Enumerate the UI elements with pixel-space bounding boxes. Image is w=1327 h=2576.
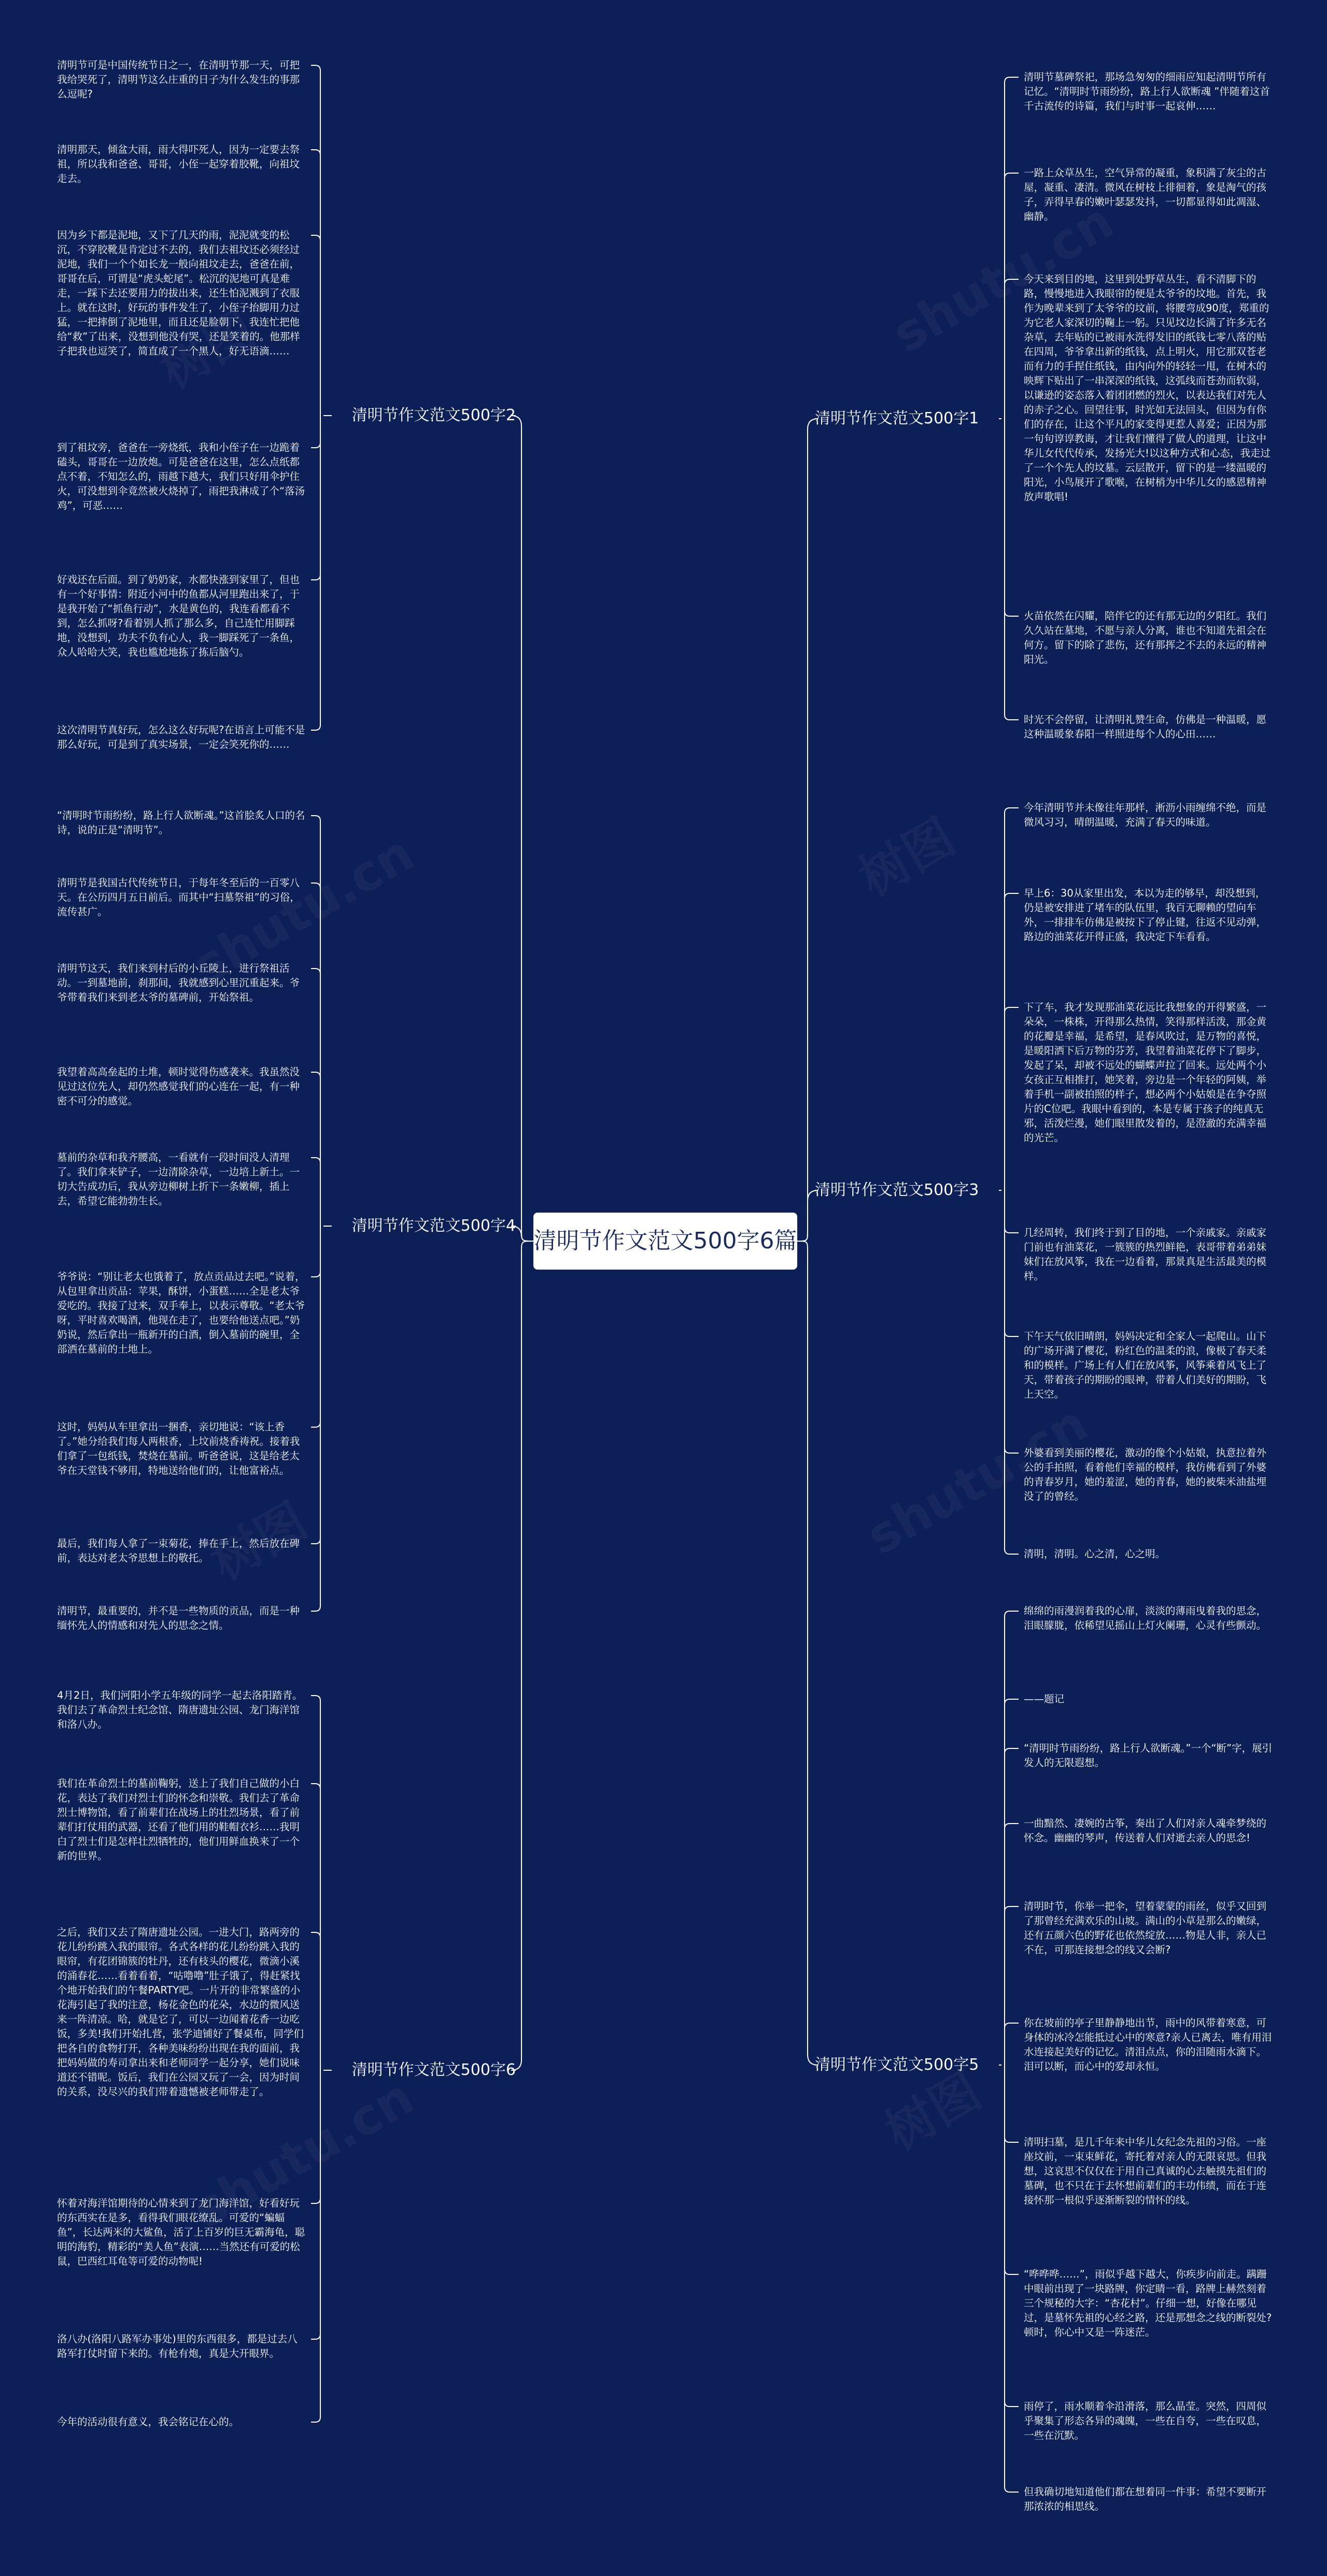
leaf-text-2-6[interactable]: 这次清明节真好玩，怎么这么好玩呢?在语言上可能不是那么好玩，可是到了真实场景，一定会笑死你的…… xyxy=(57,724,305,750)
leaf-text-5-4[interactable]: 一曲黯然、凄婉的古筝，奏出了人们对亲人魂牵梦绕的怀念。幽幽的琴声，传送着人们对逝去亲人的思念! xyxy=(1024,1817,1267,1844)
leaf-text-3-3[interactable]: 下了车，我才发现那油菜花远比我想象的开得繁盛，一朵朵，一株株，开得那么热情，笑得那样活泼，那金黄的花瓣是幸福，是希望，是春风吹过，是万物的喜悦，是暖阳洒下后万物的芬芳，我望着油菜花停下了脚步，发起了呆，却被不远处的蝴蝶声拉了回来。远处两个小女孩正互相推打，她笑着，旁边是一个年轻的阿姨，举着手机一副被拍照的样子，想必两个小姑娘是在争夺照片的C位吧。我眼中看到的，本是专属于孩子的纯真无邪，活泼烂漫，她们眼里散发着的，是澄澈的充满幸福的光芒。 xyxy=(1024,1001,1267,1144)
leaf-text-1-4[interactable]: 火苗依然在闪耀，陪伴它的还有那无边的夕阳红。我们久久站在墓地，不愿与亲人分离，谁也不知道先祖会在何方。留下的除了悲伤，还有那挥之不去的永远的精神阳光。 xyxy=(1024,610,1267,665)
leaf-text-4-2[interactable]: 清明节是我国古代传统节日，于每年冬至后的一百零八天。在公历四月五日前后。而其中“扫墓祭祖”的习俗，流传甚广。 xyxy=(57,877,300,918)
branch-topic-2[interactable]: 清明节作文范文500字2 xyxy=(351,406,516,424)
leaf-text-4-1[interactable]: “清明时节雨纷纷，路上行人欲断魂。”这首脍炙人口的名诗，说的正是“清明节”。 xyxy=(57,809,305,836)
leaf-text-2-2[interactable]: 清明那天，倾盆大雨，雨大得吓死人，因为一定要去祭祖，所以我和爸爸、哥哥，小侄一起穿着胶靴，向祖坟走去。 xyxy=(57,144,300,184)
leaf-text-3-1[interactable]: 今年清明节并未像往年那样，淅沥小雨缠绵不绝，而是微风习习，晴朗温暖，充满了春天的味道。 xyxy=(1024,802,1267,828)
leaf-text-4-8[interactable]: 最后，我们每人拿了一束菊花，捧在手上，然后放在碑前，表达对老太爷思想上的敬托。 xyxy=(57,1538,300,1564)
leaf-text-3-5[interactable]: 下午天气依旧晴朗，妈妈决定和全家人一起爬山。山下的广场开满了樱花，粉红色的温柔的浪，像极了春天柔和的模样。广场上有人们在放风筝，风筝乘着风飞上了天，带着孩子的期盼的眼神，带着人们美好的期盼，飞上天空。 xyxy=(1024,1330,1267,1400)
leaf-text-4-7[interactable]: 这时，妈妈从车里拿出一捆香，亲切地说：“该上香了。”她分给我们每人两根香，上坟前烧香祷祝。接着我们拿了一包纸钱，焚烧在墓前。听爸爸说，这是给老太爷在天堂钱不够用，特地送给他们的，让他富裕点。 xyxy=(57,1421,300,1476)
leaf-text-2-4[interactable]: 到了祖坟旁，爸爸在一旁烧纸，我和小侄子在一边跪着磕头，哥哥在一边放炮。可是爸爸在这里，怎么点纸都点不着，不知怎么的，雨越下越大，我们只好用伞护住火，可没想到伞竟然被火烧掉了，雨把我淋成了个“落汤鸡”，可恶…… xyxy=(57,442,305,511)
leaf-text-6-2[interactable]: 我们在革命烈士的墓前鞠躬，送上了我们自己做的小白花，表达了我们对烈士们的怀念和崇敬。我们去了革命烈士博物馆，看了前辈们在战场上的壮烈场景，看了前辈们打仗用的武器，还看了他们用的鞋帽衣衫……我明白了烈士们是怎样壮烈牺牲的，他们用鲜血换来了一个新的世界。 xyxy=(57,1777,300,1862)
branch-topic-4[interactable]: 清明节作文范文500字4 xyxy=(351,1217,516,1235)
leaf-text-6-4[interactable]: 怀着对海洋馆期待的心情来到了龙门海洋馆，好看好玩的东西实在是多，看得我们眼花缭乱。可爱的“蝙蝠鱼”，长达两米的大鲨鱼，活了上百岁的巨无霸海龟，聪明的海豹，精彩的“美人鱼”表演……当然还有可爱的松鼠，巴西红耳龟等可爱的动物呢! xyxy=(57,2197,305,2267)
leaf-text-5-10[interactable]: 但我确切地知道他们都在想着同一件事：希望不要断开那浓浓的相思线。 xyxy=(1024,2486,1267,2512)
leaf-text-1-2[interactable]: 一路上众草丛生，空气异常的凝重，象积满了灰尘的古屋，凝重、凄清。微风在树枝上徘徊着，象是淘气的孩子，弄得早春的嫩叶瑟瑟发抖，一切都显得如此凋湿、幽静。 xyxy=(1024,167,1267,222)
leaf-text-5-6[interactable]: 你在坡前的亭子里静静地出节，雨中的风带着寒意，可身体的冰冷怎能抵过心中的寒意?亲人已离去，唯有用泪水连接起美好的记忆。清泪点点，你的泪随雨水滴下。泪可以断，而心中的爱却永恒。 xyxy=(1024,2017,1272,2072)
leaf-text-4-3[interactable]: 清明节这天，我们来到村后的小丘陵上，进行祭祖活动。一到墓地前，刹那间，我就感到心里沉重起来。爷爷带着我们来到老太爷的墓碑前，开始祭祖。 xyxy=(57,962,300,1003)
leaf-text-4-9[interactable]: 清明节，最重要的，并不是一些物质的贡品，而是一种缅怀先人的情感和对先人的思念之情。 xyxy=(57,1605,300,1631)
branch-topic-3[interactable]: 清明节作文范文500字3 xyxy=(815,1181,979,1199)
leaf-text-4-5[interactable]: 墓前的杂草和我齐腰高，一看就有一段时间没人清理了。我们拿来铲子，一边清除杂草，一边培上新土。一切大告成功后，我从旁边柳树上折下一条嫩柳，插上去，希望它能勃勃生长。 xyxy=(57,1151,300,1207)
leaf-text-1-5[interactable]: 时光不会停留，让清明礼赞生命，仿佛是一种温暖，愿这种温暖象春阳一样照进每个人的心田…… xyxy=(1024,714,1267,740)
leaf-text-1-1[interactable]: 清明节墓碑祭祀，那场急匆匆的细雨应知起清明节所有记忆。“清明时节雨纷纷，路上行人欲断魂 ”伴随着这首千古流传的诗篇，我们与时事一起哀伸…… xyxy=(1024,71,1270,112)
leaf-text-5-5[interactable]: 清明时节，你举一把伞，望着蒙蒙的雨丝，似乎又回到了那曾经充满欢乐的山坡。满山的小草是那么的嫩绿，还有五颜六色的野花也依然绽放……物是人非，亲人已不在，可那连接想念的线又会断? xyxy=(1024,1900,1267,1956)
leaf-text-4-6[interactable]: 爷爷说：“别让老太也饿着了，放点贡品过去吧。”说着，从包里拿出贡品：苹果，酥饼，小蛋糕……全是老太爷爱吃的。我接了过来，双手奉上，以表示尊敬。“老太爷呀，平时喜欢喝酒，他现在走了，也要给他送点吧。”奶奶说，然后拿出一瓶新开的白酒，倒入墓前的碗里，全部洒在墓前的土地上。 xyxy=(57,1271,305,1355)
root-topic[interactable]: 清明节作文范文500字6篇 xyxy=(533,1213,797,1270)
leaf-text-4-4[interactable]: 我望着高高垒起的土堆，顿时觉得伤感袭来。我虽然没见过这位先人，却仍然感觉我们的心连在一起，有一种密不可分的感觉。 xyxy=(57,1066,300,1107)
leaf-text-3-4[interactable]: 几经周转，我们终于到了目的地，一个亲戚家。亲戚家门前也有油菜花，一簇簇的热烈鲜艳，表哥带着弟弟妹妹们在放风筝，我在一边看着，那景真是生活最美的模样。 xyxy=(1024,1227,1267,1282)
leaf-text-5-9[interactable]: 雨停了，雨水顺着伞沿滑落，那么晶莹。突然，四周似乎聚集了形态各异的魂魄，一些在自夸，一些在叹息，一些在沉默。 xyxy=(1024,2400,1267,2441)
branch-topic-5[interactable]: 清明节作文范文500字5 xyxy=(815,2056,979,2074)
branch-topic-1[interactable]: 清明节作文范文500字1 xyxy=(815,409,979,428)
leaf-text-6-5[interactable]: 洛八办(洛阳八路军办事处)里的东西很多，都是过去八路军打仗时留下来的。有枪有炮，真是大开眼界。 xyxy=(57,2333,298,2359)
leaf-text-5-3[interactable]: “清明时节雨纷纷，路上行人欲断魂。”一个“断”字，展引发人的无限遐想。 xyxy=(1024,1742,1273,1769)
branch-topic-6[interactable]: 清明节作文范文500字6 xyxy=(351,2061,516,2079)
leaf-text-6-1[interactable]: 4月2日，我们河阳小学五年级的同学一起去洛阳踏青。我们去了革命烈士纪念馆、隋唐遗址公园、龙门海洋馆和洛八办。 xyxy=(57,1689,303,1730)
leaf-text-3-6[interactable]: 外婆看到美丽的樱花，激动的像个小姑娘，执意拉着外公的手拍照，看着他们幸福的模样，我仿佛看到了外婆的青春岁月，她的羞涩，她的青春，她的被柴米油盐埋没了的曾经。 xyxy=(1024,1447,1267,1502)
leaf-text-3-7[interactable]: 清明，清明。心之清，心之明。 xyxy=(1024,1548,1166,1560)
leaf-text-1-3[interactable]: 今天来到目的地，这里到处野草丛生，看不清脚下的路，慢慢地进入我眼帘的便是太爷爷的坟地。首先，我作为晚辈来到了太爷爷的坟前，将腰弯成90度，郑重的为它老人家深切的鞠上一躬。只见坟边长满了许多无名杂草，去年贴的已被雨水洗得发旧的纸钱七零八落的贴在四周，爷爷拿出新的纸钱，点上明火，用它那双苍老而有力的手捏住纸钱，由内向外的轻轻一甩，在树木的映辉下贴出了一串深深的纸钱，这弧线而苍劲而软弱，以谦逊的姿态落入着团团燃的烈火，以表达我们对先人的赤子之心。回望往事，时光如无法回头，但因为有你们的存在，让这个平凡的家变得更惹人喜爱；正因为那一句句谆谆教诲，才让我们懂得了做人的道理，让这中华儿女代代传承，发扬光大!以这种方式和心态，我走过了一个个先人的坟墓。云层散开，留下的是一缕温暖的阳光，小鸟展开了歌喉，在树梢为中华儿女的感恩精神放声歌唱! xyxy=(1024,273,1270,503)
leaf-text-2-5[interactable]: 好戏还在后面。到了奶奶家，水都快涨到家里了，但也有一个好事情：附近小河中的鱼都从河里跑出来了，于是我开始了“抓鱼行动”，水是黄色的，我连看都看不到，怎么抓呀?看着别人抓了那么多，自己连忙用脚踩地，没想到，功夫不负有心人，我一脚踩死了一条鱼，众人哈哈大笑，我也尴尬地拣了拣后脑勺。 xyxy=(57,574,300,658)
leaf-text-6-3[interactable]: 之后，我们又去了隋唐遗址公园。一进大门，路两旁的花儿纷纷跳入我的眼帘。各式各样的花儿纷纷跳入我的眼帘，有花团锦簇的牡丹，还有枝头的樱花，微滴小溪的涌春花……看着看着，“咕噜噜”肚子饿了，得赶紧找个地开始我们的午餐PARTY吧。一片开的非常繁盛的小花海引起了我的注意，杨花金色的花朵，水边的微风送来一阵清凉。哈，就是它了，可以一边闻着花香一边吃饭，多美!我们开始扎营，张学迪铺好了餐桌布，同学们把各自的食物打开，各种美味纷纷出现在我的面前，我把妈妈做的寿司拿出来和老师同学一起分享，她们说味道还不错呢。饭后，我们在公园又玩了一会，因为时间的关系，没尽兴的我们带着遗憾被老师带走了。 xyxy=(57,1926,304,2098)
leaf-text-3-2[interactable]: 早上6：30从家里出发，本以为走的够早，却没想到，仍是被安排进了堵车的队伍里，我百无聊赖的望向车外，一排排车仿佛是被按下了停止键，往返不见动弹，路边的油菜花开得正盛，我决定下车看看。 xyxy=(1024,887,1267,943)
leaf-text-5-8[interactable]: “哗哗哗……”，雨似乎越下越大，你疾步向前走。蹒跚中眼前出现了一块路牌，你定睛一看，路牌上赫然刻着三个规秘的大字：“杏花村”。仔细一想，好像在哪见过，是墓怀先祖的心经之路，还是那想念之线的断裂处?顿时，你心中又是一阵迷茫。 xyxy=(1024,2268,1272,2338)
leaf-text-5-1[interactable]: 绵绵的雨漫润着我的心扉，淡淡的薄雨曳着我的思念，泪眼朦胧，依稀望见摇山上灯火阑珊，心灵有些颤动。 xyxy=(1024,1605,1267,1631)
leaf-text-5-2[interactable]: ——题记 xyxy=(1024,1693,1065,1705)
leaf-text-2-3[interactable]: 因为乡下都是泥地，又下了几天的雨，泥泥就变的松沉，不穿胶靴是肯定过不去的，我们去祖坟还必须经过泥地，我们一个个如长龙一般向祖坟走去，爸爸在前，哥哥在后，可谓是“虎头蛇尾”。松沉的泥地可真是难走，一踩下去还要用力的拔出来，还生怕泥溅到了衣服上。就在这时，好玩的事件发生了，小侄子抬脚用力过猛，一把摔倒了泥地里，而且还是脸朝下，我连忙把他给“救”了出来，没想到他没有哭，还是笑着的。他那样子把我也逗笑了，简直成了一个黑人，好无语滴…… xyxy=(57,229,300,357)
leaf-text-5-7[interactable]: 清明扫墓，是几千年来中华儿女纪念先祖的习俗。一座座坟前，一束束鲜花，寄托着对亲人的无限哀思。但我想，这哀思不仅仅在于用自己真诚的心去触摸先祖们的墓碑，也不只在于去怀想前辈们的丰功伟绩，而在于连接怀那一根似乎逐渐断裂的情怀的线。 xyxy=(1024,2136,1267,2206)
leaf-text-2-1[interactable]: 清明节可是中国传统节日之一，在清明节那一天，可把我给哭死了，清明节这么庄重的日子为什么发生的事那么逗呢? xyxy=(57,59,300,100)
leaf-text-6-6[interactable]: 今年的活动很有意义，我会铭记在心的。 xyxy=(57,2416,239,2428)
